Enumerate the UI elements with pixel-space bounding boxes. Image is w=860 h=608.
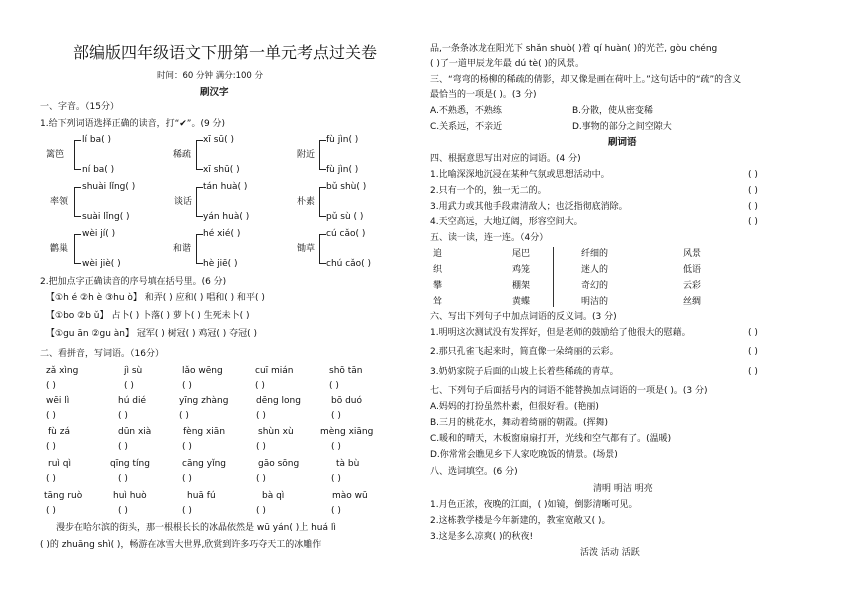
pinyin-option: suài lǐng( ) (82, 212, 130, 222)
exam-meta: 时间：60 分钟 满分:100 分 (157, 71, 264, 81)
answer-blank: ( ) (118, 442, 128, 452)
pinyin-cell: bō duó (331, 396, 363, 406)
answer-blank: ( ) (256, 411, 266, 421)
brace (74, 140, 75, 170)
answer-blank: ( ) (748, 186, 758, 196)
passage-line: 漫步在哈尔滨的街头，那一根根长长的冰晶依然是 wū yán( )上 huá lì (56, 523, 336, 533)
answer-blank: ( ) (329, 381, 339, 391)
pinyin-cell: jì sù (124, 366, 143, 376)
match-left: 攀 (433, 281, 443, 291)
brace (319, 140, 320, 170)
pinyin-cell: gāo sōng (258, 459, 300, 469)
pinyin-cell: huì huò (113, 491, 147, 501)
answer-blank: ( ) (182, 474, 192, 484)
answer-blank: ( ) (255, 381, 265, 391)
match-left: 明洁的 (581, 297, 609, 307)
pinyin-option: shuài lǐng( ) (82, 182, 136, 192)
pinyin-cell: shùn xù (258, 427, 294, 437)
answer-blank: ( ) (331, 411, 341, 421)
pinyin-cell: mào wū (332, 491, 368, 501)
pinyin-cell: wēi lì (46, 396, 70, 406)
pinyin-cell: ruì qì (48, 459, 71, 469)
antonym-item: 2.那只孔雀飞起来时，简直像一朵绮丽的云彩。 (430, 347, 619, 357)
section-6-title: 六、写出下列句子中加点词语的反义词。(3 分) (430, 312, 617, 322)
answer-blank: ( ) (331, 442, 341, 452)
meaning-item: 1.比喻深深地沉浸在某种气氛或思想活动中。 (430, 170, 610, 180)
choice-item: A.妈妈的打扮虽然朴素，但很好看。(艳丽) (430, 402, 599, 412)
match-right: 风景 (683, 249, 702, 259)
option-d: D.事物的部分之间空隙大 (572, 122, 672, 132)
answer-blank: ( ) (331, 474, 341, 484)
brace (319, 187, 320, 217)
meaning-item: 4.天空高远，大地辽阔，形容空间大。 (430, 217, 583, 227)
match-right: 棚架 (512, 281, 531, 291)
brace (196, 187, 197, 217)
pinyin-option: xī shū( ) (203, 165, 240, 175)
answer-blank: ( ) (182, 442, 192, 452)
pinyin-cell: tà bù (336, 459, 360, 469)
pinyin-cell: fù zá (48, 427, 70, 437)
choice-item: B.三月的桃花水，舞动着绮丽的朝霞。(挥舞) (430, 418, 609, 428)
pinyin-cell: cāng yǐng (182, 459, 226, 469)
q1-title: 1.给下列词语选择正确的读音，打“✔”。(9 分) (40, 119, 226, 129)
q2-row: 【①h é ②h è ③hu ò】 和弄( ) 应和( ) 唱和( ) 和平( ) (46, 293, 265, 303)
pinyin-cell: zǎ xìng (46, 366, 79, 376)
answer-blank: ( ) (748, 202, 758, 212)
antonym-item: 1.明明这次测试没有发挥好，但是老师的鼓励给了他很大的慰藉。 (430, 328, 691, 338)
answer-blank: ( ) (46, 506, 56, 516)
meaning-item: 2.只有一个的，独一无二的。 (430, 186, 547, 196)
passage-line: ( )的 zhuāng shì( )，畅游在冰雪大世界,欣赏到许多巧夺天工的冰雕作 (40, 540, 322, 550)
answer-blank: ( ) (256, 506, 266, 516)
match-left: 追 (433, 249, 443, 259)
pinyin-cell: huā fú (187, 491, 216, 501)
pinyin-option: chú cǎo( ) (326, 259, 372, 269)
answer-blank: ( ) (179, 411, 189, 421)
pinyin-option: wèi jiè( ) (82, 259, 121, 269)
q2-title: 2.把加点字正确读音的序号填在括号里。(6 分) (40, 277, 227, 287)
answer-blank: ( ) (748, 328, 758, 338)
section-7-title: 七、下列句子后面括号内的词语不能替换加点词语的一项是( )。(3 分) (430, 386, 708, 396)
section-4-title: 四、根据意思写出对应的词语。(4 分) (430, 154, 581, 164)
word-5: 谈话 (174, 197, 193, 207)
option-b: B.分散，使从密变稀 (572, 106, 654, 116)
answer-blank: ( ) (331, 506, 341, 516)
match-right: 低语 (683, 265, 702, 275)
word-7: 鹳巢 (50, 244, 69, 254)
match-left: 织 (433, 265, 443, 275)
match-left: 耸 (433, 297, 443, 307)
fill-item: 3.这是多么凉爽( )的秋夜! (430, 532, 534, 542)
section-2-title: 二、看拼音，写词语。（16分） (40, 349, 164, 359)
pinyin-cell: dūn xià (118, 427, 152, 437)
section-1-title: 一、字音。（15分） (40, 102, 119, 112)
pinyin-option: hé xié( ) (203, 229, 241, 239)
fill-item: 1.月色正浓，夜晚的江面，( )如镜，倒影清晰可见。 (430, 500, 638, 510)
choice-item: D.你常常会瞧见乡下人家吃晚饭的情景。(场景) (430, 450, 618, 460)
choice-item: C.暖和的晴天，木板窗扇扇打开，光线和空气都有了。(温暖) (430, 434, 672, 444)
pinyin-option: pǔ sù ( ) (326, 212, 364, 222)
match-right: 黄蝶 (512, 297, 531, 307)
pinyin-option: hè jiē( ) (203, 259, 238, 269)
answer-blank: ( ) (118, 474, 128, 484)
answer-blank: ( ) (124, 381, 134, 391)
answer-blank: ( ) (256, 442, 266, 452)
section-ciyu: 刷词语 (608, 137, 637, 148)
brace (74, 234, 75, 264)
pinyin-cell: shō tān (329, 366, 363, 376)
pinyin-cell: tāng ruò (44, 491, 83, 501)
section-3-title: 三、“弯弯的杨柳的稀疏的倩影，却又像是画在荷叶上。”这句话中的“疏”的含义 (430, 75, 742, 85)
match-right: 尾巴 (512, 249, 531, 259)
brace (196, 234, 197, 264)
pinyin-cell: qīng tíng (110, 459, 150, 469)
pinyin-cell: dēng long (256, 396, 301, 406)
pinyin-option: lí ba( ) (82, 135, 111, 145)
pinyin-option: wèi jí( ) (82, 229, 116, 239)
fill-item: 2.这栋教学楼是今年新建的，教室宽敞又( )。 (430, 516, 611, 526)
pinyin-option: fù jìn( ) (326, 135, 359, 145)
match-right: 云彩 (683, 281, 702, 291)
passage-line: 品,一条条冰龙在阳光下 shǎn shuò( )着 qí huàn( )的光芒, gòu chéng (430, 44, 718, 54)
brace (319, 234, 320, 264)
section-8-title: 八、选词填空。(6 分) (430, 467, 518, 477)
answer-blank: ( ) (46, 381, 56, 391)
word-6: 朴素 (297, 197, 316, 207)
word-1: 篱笆 (46, 150, 65, 160)
pinyin-option: cú cǎo( ) (326, 229, 366, 239)
pinyin-cell: bà qì (262, 491, 285, 501)
brace (196, 140, 197, 170)
pinyin-option: tán huà( ) (203, 182, 248, 192)
match-left: 迷人的 (581, 265, 609, 275)
answer-blank: ( ) (46, 474, 56, 484)
word-8: 和谐 (173, 244, 192, 254)
option-a: A.不熟悉，不熟练 (430, 106, 502, 116)
match-right: 鸡笼 (512, 265, 531, 275)
pinyin-option: xī sū( ) (203, 135, 234, 145)
option-c: C.关系远，不亲近 (430, 122, 503, 132)
section-hanzi: 刷汉字 (200, 87, 229, 98)
word-bank: 清明 明洁 明亮 (593, 484, 653, 494)
answer-blank: ( ) (256, 474, 266, 484)
word-9: 锄草 (297, 244, 316, 254)
word-4: 率领 (50, 197, 69, 207)
q2-row: 【①bo ②b ǔ】 占卜( ) 卜落( ) 萝卜( ) 生死未卜( ) (46, 311, 250, 321)
word-2: 稀疏 (173, 150, 192, 160)
answer-blank: ( ) (118, 411, 128, 421)
answer-blank: ( ) (46, 411, 56, 421)
passage-line: ( )了一道甲辰龙年最 dú tè( )的风景。 (430, 59, 584, 69)
pinyin-cell: fèng xiān (183, 427, 226, 437)
meaning-item: 3.用武力或其他手段肃清敌人；也泛指彻底消除。 (430, 202, 628, 212)
antonym-item: 3.奶奶家院子后面的山坡上长着些稀疏的青草。 (430, 367, 619, 377)
answer-blank: ( ) (182, 381, 192, 391)
match-right: 丝绸 (683, 297, 702, 307)
brace (74, 187, 75, 217)
pinyin-option: bǔ shù( ) (326, 182, 367, 192)
pinyin-cell: lǎo wēng (182, 366, 223, 376)
pinyin-option: yán huà( ) (203, 212, 250, 222)
column-divider (553, 247, 554, 307)
pinyin-cell: cuī mián (255, 366, 294, 376)
answer-blank: ( ) (748, 170, 758, 180)
section-5-title: 五、读一读，连一连。（4分） (430, 233, 549, 243)
pinyin-cell: hú dié (118, 396, 147, 406)
pinyin-option: fù jìn( ) (326, 165, 359, 175)
answer-blank: ( ) (748, 367, 758, 377)
pinyin-option: ní ba( ) (82, 165, 115, 175)
word-3: 附近 (297, 150, 316, 160)
pinyin-cell: yīng zhàng (179, 396, 229, 406)
match-left: 纤细的 (581, 249, 609, 259)
page-title: 部编版四年级语文下册第一单元考点过关卷 (73, 43, 378, 62)
answer-blank: ( ) (748, 347, 758, 357)
match-left: 奇幻的 (581, 281, 609, 291)
answer-blank: ( ) (748, 217, 758, 227)
section-3-prompt: 最恰当的一项是( )。(3 分) (430, 90, 537, 100)
answer-blank: ( ) (118, 506, 128, 516)
word-bank: 活泼 活动 活跃 (580, 548, 640, 558)
answer-blank: ( ) (182, 506, 192, 516)
q2-row: 【①gu ān ②gu àn】 冠军( ) 树冠( ) 鸡冠( ) 夺冠( ) (46, 329, 257, 339)
answer-blank: ( ) (46, 442, 56, 452)
pinyin-cell: mèng xiāng (320, 427, 374, 437)
